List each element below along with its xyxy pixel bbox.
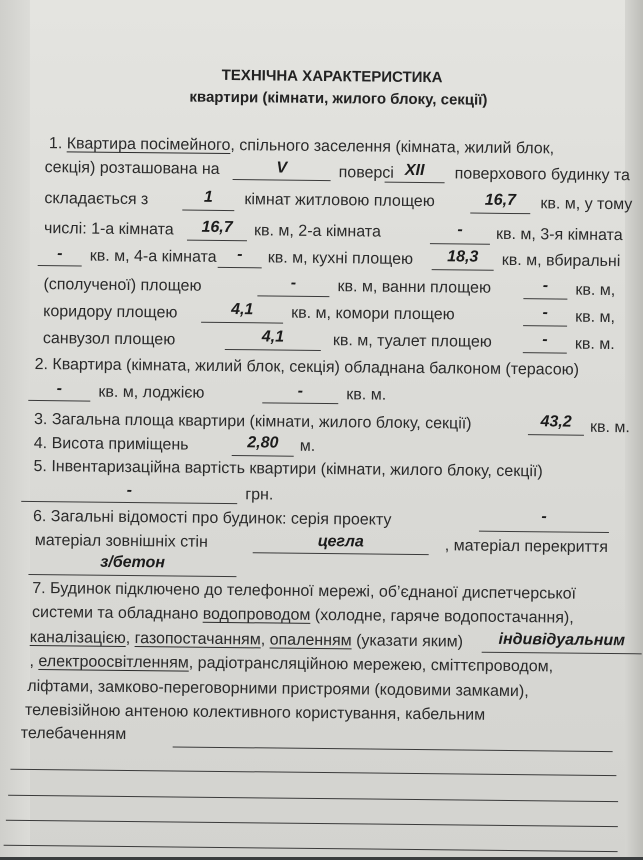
section-2-line-2b: кв. м. (346, 386, 387, 404)
section-7-line-7: телебаченням (20, 724, 127, 743)
section-1-line-2a: секція) розташована на (44, 159, 220, 178)
section-1-apartment-type: Квартира посімейного (66, 135, 231, 155)
section-7-line-3 (30, 629, 463, 652)
total-area-unit: кв. м. (589, 418, 630, 437)
living-area-value: 16,7 (484, 191, 517, 210)
floor-material-value: з/бетон (100, 553, 166, 572)
document-title: ТЕХНІЧНА ХАРАКТЕРИСТИКА (221, 66, 443, 87)
utility-electric-lighting: електроосвітленням (38, 653, 189, 672)
total-area-value: 43,2 (540, 413, 572, 431)
section-1-line-4b: кв. м, 2-а кімната (253, 222, 381, 241)
blank-line-2 (10, 769, 616, 776)
height-field-line (232, 455, 294, 457)
utility-heating: опаленням (269, 631, 352, 650)
utility-sewerage: каналізацією (29, 628, 126, 647)
storeys-value: XII (404, 161, 425, 180)
height-value: 2,80 (247, 434, 279, 452)
room3-field-line (38, 265, 82, 266)
kitchen-field-line (432, 269, 494, 271)
section-1-line-7a: коридору площею (43, 303, 178, 322)
total-area-field-line (528, 434, 584, 436)
section-1-line-4a: числі: 1-а кімната (43, 220, 174, 239)
wall-material-value: цегла (317, 532, 364, 551)
height-unit: м. (299, 437, 316, 455)
section-1-line-2b: поверсі (338, 164, 395, 182)
blank-line-4 (6, 820, 618, 827)
kitchen-value: 18,3 (447, 248, 479, 266)
wc-combined-value: - (290, 274, 297, 292)
bathroom-value: 4,1 (261, 328, 285, 346)
blank-line-3 (8, 795, 618, 802)
floor-field-line (233, 179, 331, 181)
section-1-line-5c: кв. м, вбиральні (501, 251, 621, 271)
project-series-field-line (479, 531, 609, 533)
section-1-line-8a: санвузол площею (42, 330, 176, 349)
utility-gas-supply: газопостачанням (134, 630, 261, 649)
balcony-value: - (56, 380, 63, 398)
wc-combined-field-line (257, 295, 329, 297)
section-6-line-2b: , матеріал перекриття (444, 537, 608, 557)
storage-value: - (542, 304, 548, 322)
section-1-line-5b: кв. м, кухні площею (267, 249, 414, 268)
section-2-line-2a: кв. м, лоджією (98, 383, 205, 402)
floor-material-field-line (28, 574, 236, 577)
separator: , (125, 629, 135, 648)
section-1-line-3c: кв. м, у тому (540, 195, 633, 214)
section-1-line-6b: кв. м, ванни площею (337, 278, 492, 297)
section-1-line-5a: кв. м, 4-а кімната (89, 247, 217, 266)
separator: , (29, 652, 39, 671)
section-1-number: 1. (48, 135, 67, 153)
section-1-line-6c: кв. м, (575, 281, 616, 300)
section-7-line-4-end: , радіотрансляційною мережею, сміттєпроводом, (188, 654, 554, 676)
room1-field-line (187, 240, 247, 242)
inventory-value-unit: грн. (245, 486, 274, 504)
section-1-line-1-rest: , спільного заселення (кімната, жилий блок, (230, 137, 555, 158)
blank-line-1 (173, 746, 613, 752)
bath-field-line (523, 298, 567, 299)
section-1-line-7c: кв. м, (575, 308, 616, 327)
storage-field-line (523, 325, 567, 326)
section-7-line-4 (29, 653, 553, 676)
section-7-line-2-end: (холодне, гаряче водопостачання), (310, 606, 574, 627)
heating-type-value: індивідуальним (498, 630, 626, 650)
heating-type-field-line (482, 652, 642, 655)
section-6-line-1: 6. Загальні відомості про будинок: серія проекту (32, 507, 392, 529)
section-7-line-2 (32, 604, 574, 628)
section-2-line-1: 2. Квартира (кімната, жилий блок, секція) обладнана балконом (терасою) (34, 355, 580, 379)
section-1-line-8c: кв. м. (574, 335, 615, 354)
inventory-value: - (126, 481, 133, 500)
utility-water-supply: водопроводом (202, 605, 311, 624)
section-1-line-3b: кімнат житловою площею (244, 191, 435, 211)
room3-value: - (57, 245, 63, 263)
section-1-line-4c: кв. м, 3-я кімната (495, 225, 623, 245)
corridor-value: 4,1 (231, 301, 254, 319)
section-1-line-2c: поверхового будинку та (454, 165, 631, 185)
room4-field-line (218, 267, 262, 268)
bathroom-field-line (225, 349, 321, 351)
section-7-line-2-start: системи та обладнано (31, 603, 203, 623)
room2-field-line (430, 243, 490, 245)
wall-material-field-line (253, 552, 429, 555)
section-1-line-1 (49, 135, 554, 158)
room1-value: 16,7 (201, 218, 233, 237)
toilet-field-line (523, 352, 567, 353)
floor-value: V (276, 159, 288, 177)
storeys-field-line (385, 182, 445, 184)
section-7-line-3-end: (указати яким) (351, 632, 464, 651)
corridor-field-line (201, 322, 283, 324)
section-4-label: 4. Висота приміщень (33, 434, 189, 454)
loggia-field-line (262, 402, 338, 404)
section-1-line-8b: кв. м, туалет площею (332, 332, 492, 351)
section-1-line-3a: складається з (44, 190, 149, 209)
blank-line-5 (4, 845, 618, 852)
rooms-value: 1 (203, 188, 213, 206)
loggia-value: - (297, 382, 304, 400)
living-area-field-line (470, 213, 530, 215)
bath-value: - (542, 277, 549, 295)
section-1-line-6a: (сполученої) площею (43, 276, 202, 295)
section-7-line-5: ліфтами, замково-переговорними пристроями (кодовими замками), (27, 677, 529, 701)
rooms-field-line (182, 210, 234, 212)
room2-value: - (457, 221, 463, 239)
separator: , (260, 631, 270, 649)
section-1-line-7b: кв. м, комори площею (291, 304, 455, 324)
section-6-line-2a: матеріал зовнішніх стін (34, 532, 208, 551)
balcony-field-line (28, 400, 90, 402)
project-series-value: - (541, 508, 547, 526)
section-3-label: 3. Загальна площа квартири (кімнати, жилого блоку, секції) (33, 410, 472, 433)
inventory-value-field-line (21, 501, 237, 504)
room4-value: - (237, 246, 243, 264)
document-subtitle: квартири (кімнати, жилого блоку, секції) (189, 88, 488, 109)
section-5-label: 5. Інвентаризаційна вартість квартири (кімнати, жилого блоку, секції) (33, 457, 543, 481)
section-7-line-1: 7. Будинок підключено до телефонної мережі, об’єднаної диспетчерської (32, 579, 577, 603)
section-7-line-6: телевізійною антеною колективного користування, кабельним (24, 701, 486, 724)
toilet-value: - (542, 331, 548, 349)
